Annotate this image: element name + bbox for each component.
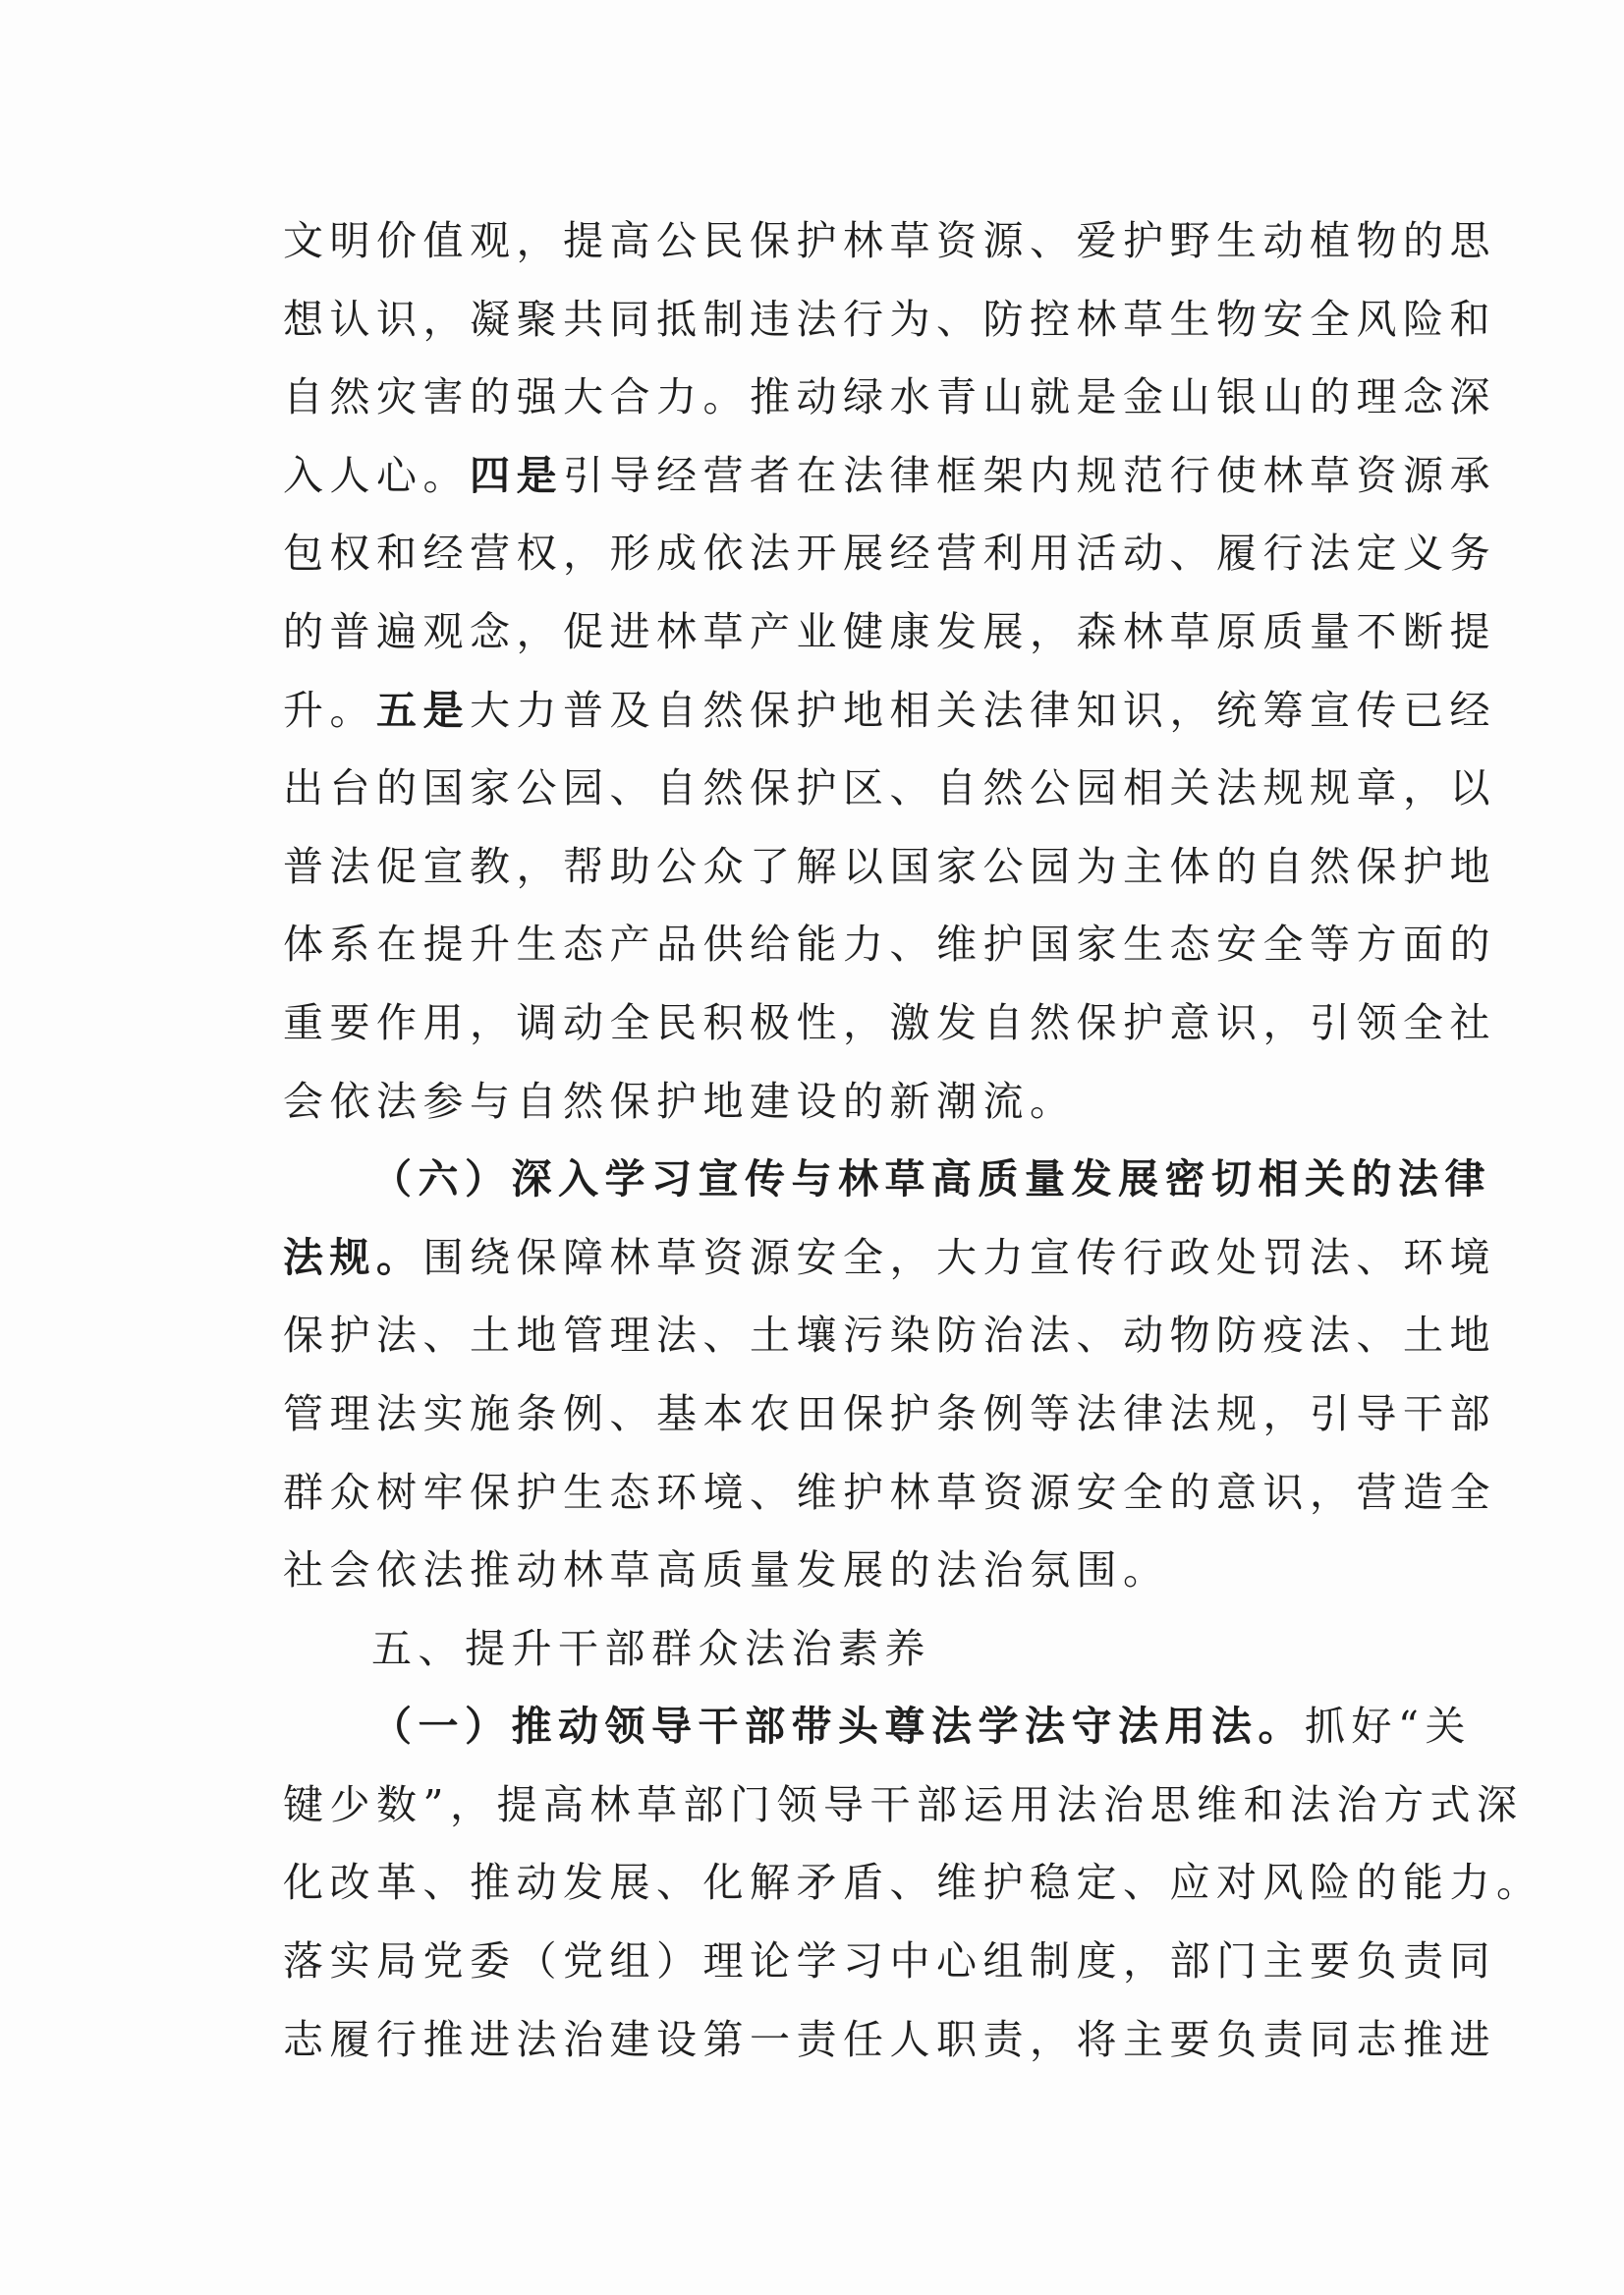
text-segment: 化改革、推动发展、化解矛盾、维护稳定、应对风险的能力。 xyxy=(283,1859,1543,1907)
text-line xyxy=(283,828,1496,907)
text-segment: 普法促宣教，帮助公众了解以国家公园为主体的自然保护地 xyxy=(283,842,1496,890)
text-segment: 体系在提升生态产品供给能力、维护国家生态安全等方面的 xyxy=(283,921,1496,969)
text-segment: 文明价值观，提高公民保护林草资源、爱护野生动植物的思 xyxy=(283,217,1496,264)
text-line xyxy=(283,1297,1496,1375)
text-segment: 想认识，凝聚共同抵制违法行为、防控林草生物安全风险和 xyxy=(283,295,1496,343)
text-segment: 志履行推进法治建设第一责任人职责，将主要负责同志推进 xyxy=(283,2015,1496,2063)
text-segment: 引导经营者在法律框架内规范行使林草资源承 xyxy=(563,451,1496,499)
text-line xyxy=(283,2001,1496,2080)
text-line xyxy=(283,1766,1524,1845)
text-segment: 管理法实施条例、基本农田保护条例等法律法规，引导干部 xyxy=(283,1389,1496,1437)
text-segment: 入人心。 xyxy=(283,451,470,499)
text-segment: 自然灾害的强大合力。推动绿水青山就是金山银山的理念深 xyxy=(283,373,1496,421)
text-segment: 出台的国家公园、自然保护区、自然公园相关法规规章，以 xyxy=(283,764,1496,812)
text-line xyxy=(283,281,1496,360)
text-line xyxy=(283,1844,1543,1923)
bold-text-segment: 法规。 xyxy=(283,1233,423,1281)
text-line xyxy=(283,515,1496,593)
text-segment: 升。 xyxy=(283,686,376,734)
text-segment: 键少数”，提高林草部门领导干部运用法治思维和法治方式深 xyxy=(283,1780,1524,1828)
text-segment: 社会依法推动林草高质量发展的法治氛围。 xyxy=(283,1546,1170,1595)
text-segment: 保护法、土地管理法、土壤污染防治法、动物防疫法、土地 xyxy=(283,1312,1496,1360)
text-line xyxy=(283,1532,1425,1610)
text-segment: 五、提升干部群众法治素养 xyxy=(371,1624,931,1672)
text-line xyxy=(283,1610,1425,1689)
text-line xyxy=(283,1141,1491,1219)
text-line xyxy=(283,1063,1425,1142)
text-line xyxy=(283,1688,1472,1766)
text-segment: 大力普及自然保护地相关法律知识，统筹宣传已经 xyxy=(470,686,1496,734)
text-segment: 重要作用，调动全民积极性，激发自然保护意识，引领全社 xyxy=(283,998,1496,1046)
text-line xyxy=(283,984,1496,1063)
text-line xyxy=(283,906,1496,984)
text-segment: 包权和经营权，形成依法开展经营利用活动、履行法定义务 xyxy=(283,530,1496,578)
bold-text-segment: （六）深入学习宣传与林草高质量发展密切相关的法律 xyxy=(371,1155,1491,1203)
body-text xyxy=(283,202,1543,2079)
text-line xyxy=(283,1923,1496,2001)
text-line xyxy=(283,202,1496,281)
bold-text-segment: 四是 xyxy=(470,451,563,499)
text-line xyxy=(283,1454,1496,1533)
text-segment: 落实局党委（党组）理论学习中心组制度，部门主要负责同 xyxy=(283,1937,1496,1986)
text-line xyxy=(283,359,1496,437)
bold-text-segment: （一）推动领导干部带头尊法学法守法用法。 xyxy=(371,1703,1305,1751)
text-line xyxy=(283,672,1496,751)
text-segment: 抓好“关 xyxy=(1305,1703,1472,1751)
text-line xyxy=(283,437,1496,516)
text-segment: 会依法参与自然保护地建设的新潮流。 xyxy=(283,1077,1077,1125)
bold-text-segment: 五是 xyxy=(376,686,470,734)
text-line xyxy=(283,593,1496,672)
text-segment: 的普遍观念，促进林草产业健康发展，森林草原质量不断提 xyxy=(283,607,1496,655)
text-line xyxy=(283,1375,1496,1454)
text-segment: 围绕保障林草资源安全，大力宣传行政处罚法、环境 xyxy=(422,1233,1496,1281)
text-line xyxy=(283,750,1496,828)
text-line xyxy=(283,1219,1496,1298)
text-segment: 群众树牢保护生态环境、维护林草资源安全的意识，营造全 xyxy=(283,1468,1496,1516)
